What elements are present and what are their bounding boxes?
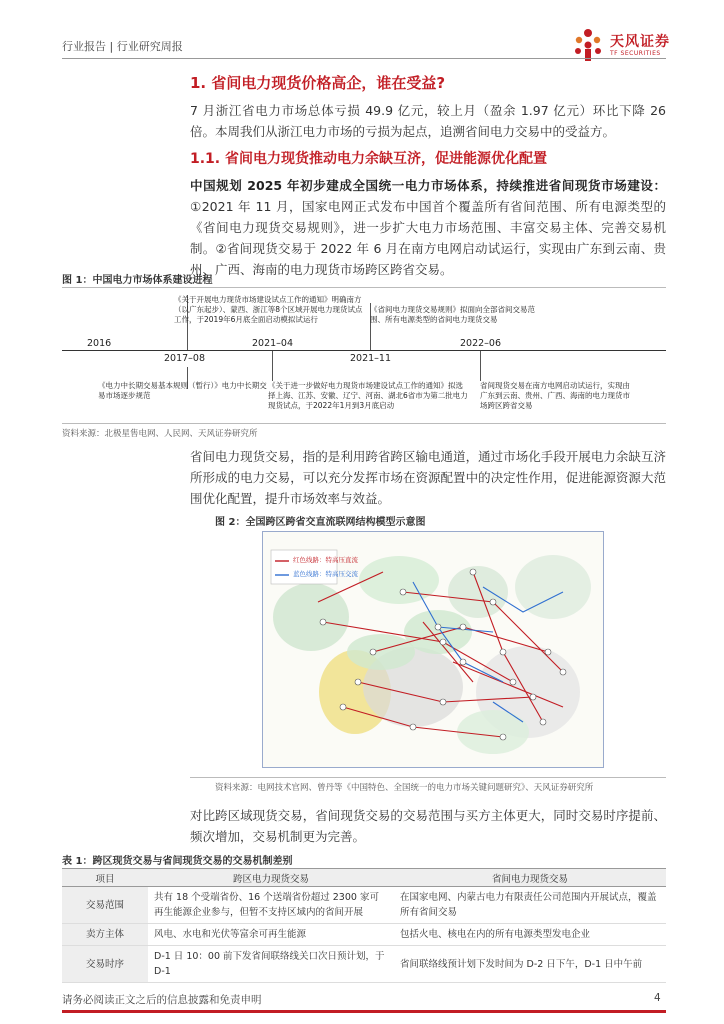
table-row-label: 交易范围	[62, 887, 148, 924]
legend-uhv-dc: 红色线路：特高压直流	[293, 556, 358, 564]
figure-1-source: 资料来源：北极星售电网、人民网、天风证券研究所	[62, 429, 258, 439]
logo-text: 天风证券	[610, 34, 670, 50]
section-1-1-bold-lead: 中国规划 2025 年初步建成全国统一电力市场体系，持续推进省间现货市场建设：	[190, 178, 666, 193]
table-cell: D-1 日 10：00 前下发省间联络线关口次日预计划，于 D-1	[148, 946, 394, 983]
timeline-figure	[62, 295, 666, 410]
section-1-paragraph: 7 月浙江省电力市场总体亏损 49.9 亿元，较上月（盈余 1.97 亿元）环比下降 26 倍。本周我们从浙江电力市场的亏损为起点，追溯省间电力交易中的受益方。	[190, 103, 666, 139]
section-1-title: 1. 省间电力现货价格高企，谁在受益?	[190, 74, 446, 92]
footer-accent-bar	[62, 1010, 666, 1013]
page-number: 4	[654, 992, 661, 1004]
table-row	[62, 924, 666, 946]
table-row-label: 交易时序	[62, 946, 148, 983]
timeline-axis	[62, 350, 666, 351]
table-header: 跨区电力现货交易	[148, 869, 394, 887]
section-1-1-rest: ①2021 年 11 月，国家电网正式发布中国首个覆盖所有省间范围、所有电源类型的《省间电力现货交易规则》，进一步扩大电力市场范围、丰富交易主体、完善交易机制。②省间现货交易于 2022 年 6 月在南方电网启动试运行，实现由广东到云南、贵州、广西、海南的电力现货市场跨区跨省交易。	[190, 199, 666, 277]
figure-2-title: 图 2：全国跨区跨省交直流联网结构模型示意图	[215, 517, 426, 528]
section-1-1-title: 1.1. 省间电力现货推动电力余缺互济，促进能源优化配置	[190, 151, 547, 167]
timeline-tick	[480, 351, 481, 381]
figure-1-bottom-rule	[62, 423, 666, 424]
table-header: 项目	[62, 869, 148, 887]
table-header-row	[62, 869, 666, 887]
section-1-1-paragraph	[190, 175, 666, 280]
table-1-title: 表 1：跨区现货交易与省间现货交易的交易机制差别	[62, 856, 293, 867]
table-row	[62, 887, 666, 924]
timeline-box-2022-06: 省间现货交易在南方电网启动试运行，实现由广东到云南、贵州、广西、海南的电力现货市场跨区跨省交易	[480, 381, 630, 410]
timeline-year-2017-08: 2017–08	[164, 353, 206, 364]
timeline-year-2021-11: 2021–11	[350, 353, 392, 364]
table-header: 省间电力现货交易	[394, 869, 666, 887]
header-divider	[62, 58, 666, 59]
timeline-year-2016: 2016	[87, 338, 112, 349]
timeline-tick	[272, 351, 273, 381]
table-cell: 省间联络线预计划下发时间为 D-2 日下午，D-1 日中午前	[394, 946, 666, 983]
table-cell: 风电、水电和光伏等富余可再生能源	[148, 924, 394, 946]
body-paragraph-3: 对比跨区域现货交易，省间现货交易的交易范围与买方主体更大，同时交易时序提前、频次增加，交易机制更为完善。	[190, 808, 666, 844]
header-breadcrumb: 行业报告 | 行业研究周报	[62, 40, 183, 53]
timeline-year-2022-06: 2022–06	[460, 338, 502, 349]
timeline-box-2016: 《关于开展电力现货市场建设试点工作的通知》明确南方（以广东起步）、蒙西、浙江等8个区域开展电力现货试点工作，于2019年6月底全面启动模拟试运行	[174, 295, 363, 324]
table-cell: 包括火电、核电在内的所有电源类型发电企业	[394, 924, 666, 946]
body-paragraph-2: 省间电力现货交易，指的是利用跨省跨区输电通道，通过市场化手段开展电力余缺互济所形成的电力交易，可以充分发挥市场在资源配置中的决定性作用，促进能源资源大范围优化配置，提升市场效率与效益。	[190, 449, 666, 506]
logo-subtext: TF SECURITIES	[610, 50, 661, 57]
table-cell: 在国家电网、内蒙古电力有限责任公司范围内开展试点，覆盖所有省间交易	[394, 887, 666, 924]
table-row-label: 卖方主体	[62, 924, 148, 946]
timeline-box-2021-04: 《省间电力现货交易规则》拟面向全部省间交易范围、所有电源类型的省间电力现货交易	[370, 305, 535, 324]
grid-network-map	[262, 531, 604, 768]
timeline-box-2017-08: 《电力中长期交易基本规则（暂行）》电力中长期交易市场逐步规范	[98, 381, 267, 400]
figure-1-title: 图 1：中国电力市场体系建设进程	[62, 275, 213, 286]
network-map-image	[263, 532, 603, 767]
table-row	[62, 946, 666, 983]
footer-disclaimer: 请务必阅读正文之后的信息披露和免责申明	[62, 994, 262, 1006]
table-cell: 共有 18 个受端省份、16 个送端省份超过 2300 家可再生能源企业参与，但暂不支持区域内的省间开展	[148, 887, 394, 924]
timeline-year-2021-04: 2021–04	[252, 338, 294, 349]
figure-2-source: 资料来源：电网技术官网、曾丹等《中国特色、全国统一的电力市场关键问题研究》、天风证券研究所	[215, 783, 594, 793]
figure-1-top-rule	[62, 287, 666, 288]
figure-2-bottom-rule	[190, 777, 666, 778]
comparison-table	[62, 868, 666, 983]
timeline-box-2021-11: 《关于进一步做好电力现货市场建设试点工作的通知》拟选择上海、江苏、安徽、辽宁、河南、湖北6省市为第二批电力现货试点，于2022年1月到3月底启动	[268, 381, 468, 410]
legend-uhv-ac: 蓝色线路：特高压交流	[293, 570, 358, 578]
